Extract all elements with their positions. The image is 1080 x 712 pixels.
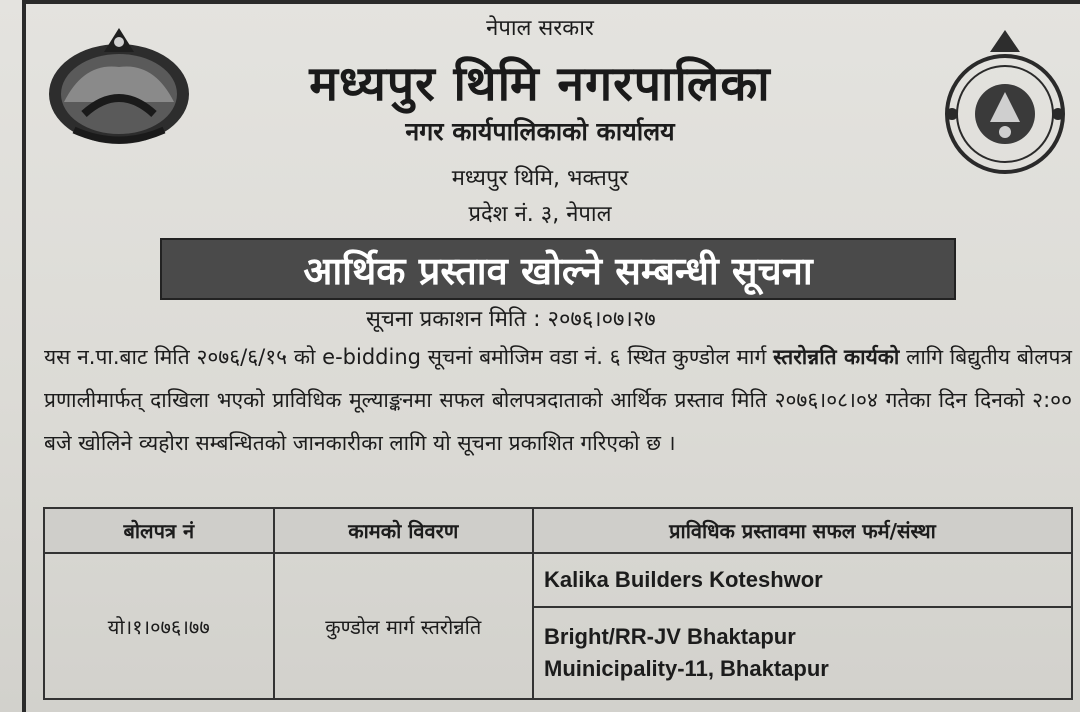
firm-1: Kalika Builders Koteshwor [533,553,1072,607]
publication-date: सूचना प्रकाशन मिति : २०७६।०७।२७ [366,307,656,332]
notice-body [44,336,1072,465]
notice-title: आर्थिक प्रस्ताव खोल्ने सम्बन्धी सूचना [160,238,956,300]
table-header-row [44,508,1072,553]
bid-number: यो।१।०७६।७७ [44,553,274,699]
municipality-name: मध्यपुर थिमि नगरपालिका [309,56,771,112]
firm-2-line-1: Bright/RR-JV Bhaktapur [544,624,796,650]
firm-2 [533,607,1072,699]
office-address: मध्यपुर थिमि, भक्तपुर [451,166,629,191]
header-firm: प्राविधिक प्रस्तावमा सफल फर्म/संस्था [533,508,1072,553]
office-name: नगर कार्यपालिकाको कार्यालय [405,117,675,146]
province-label: प्रदेश नं. ३, नेपाल [468,202,612,227]
border-top [22,0,1080,4]
firm-2-line-2: Muinicipality-11, Bhaktapur [544,656,829,682]
notice-body-part2: लागि बिद्युतीय बोलपत्र प्रणालीमार्फत् दाखिला भएको प्राविधिक मूल्याङ्कनमा सफल बोलपत्रदाताको आर्थिक प्रस्ताव मिति २०७६।०८।०४ गतेका दिन दिनको २:०० बजे खोलिने व्यहोरा सम्बन्धितको जानकारीका लागि यो सूचना प्रकाशित गरिएको छ । [44,345,1073,455]
header-bid-no: बोलपत्र नं [44,508,274,553]
table-row [44,553,1072,607]
notice-body-bold: स्तरोन्नति कार्यको [773,345,900,369]
work-description: कुण्डोल मार्ग स्तरोन्नति [274,553,533,699]
government-label: नेपाल सरकार [486,16,594,41]
notice-body-part1: यस न.पा.बाट मिति २०७६/६/१५ को e-bidding सूचनां बमोजिम वडा नं. ६ स्थित कुण्डोल मार्ग [44,345,774,369]
header-work: कामको विवरण [274,508,533,553]
bid-table [43,507,1073,700]
